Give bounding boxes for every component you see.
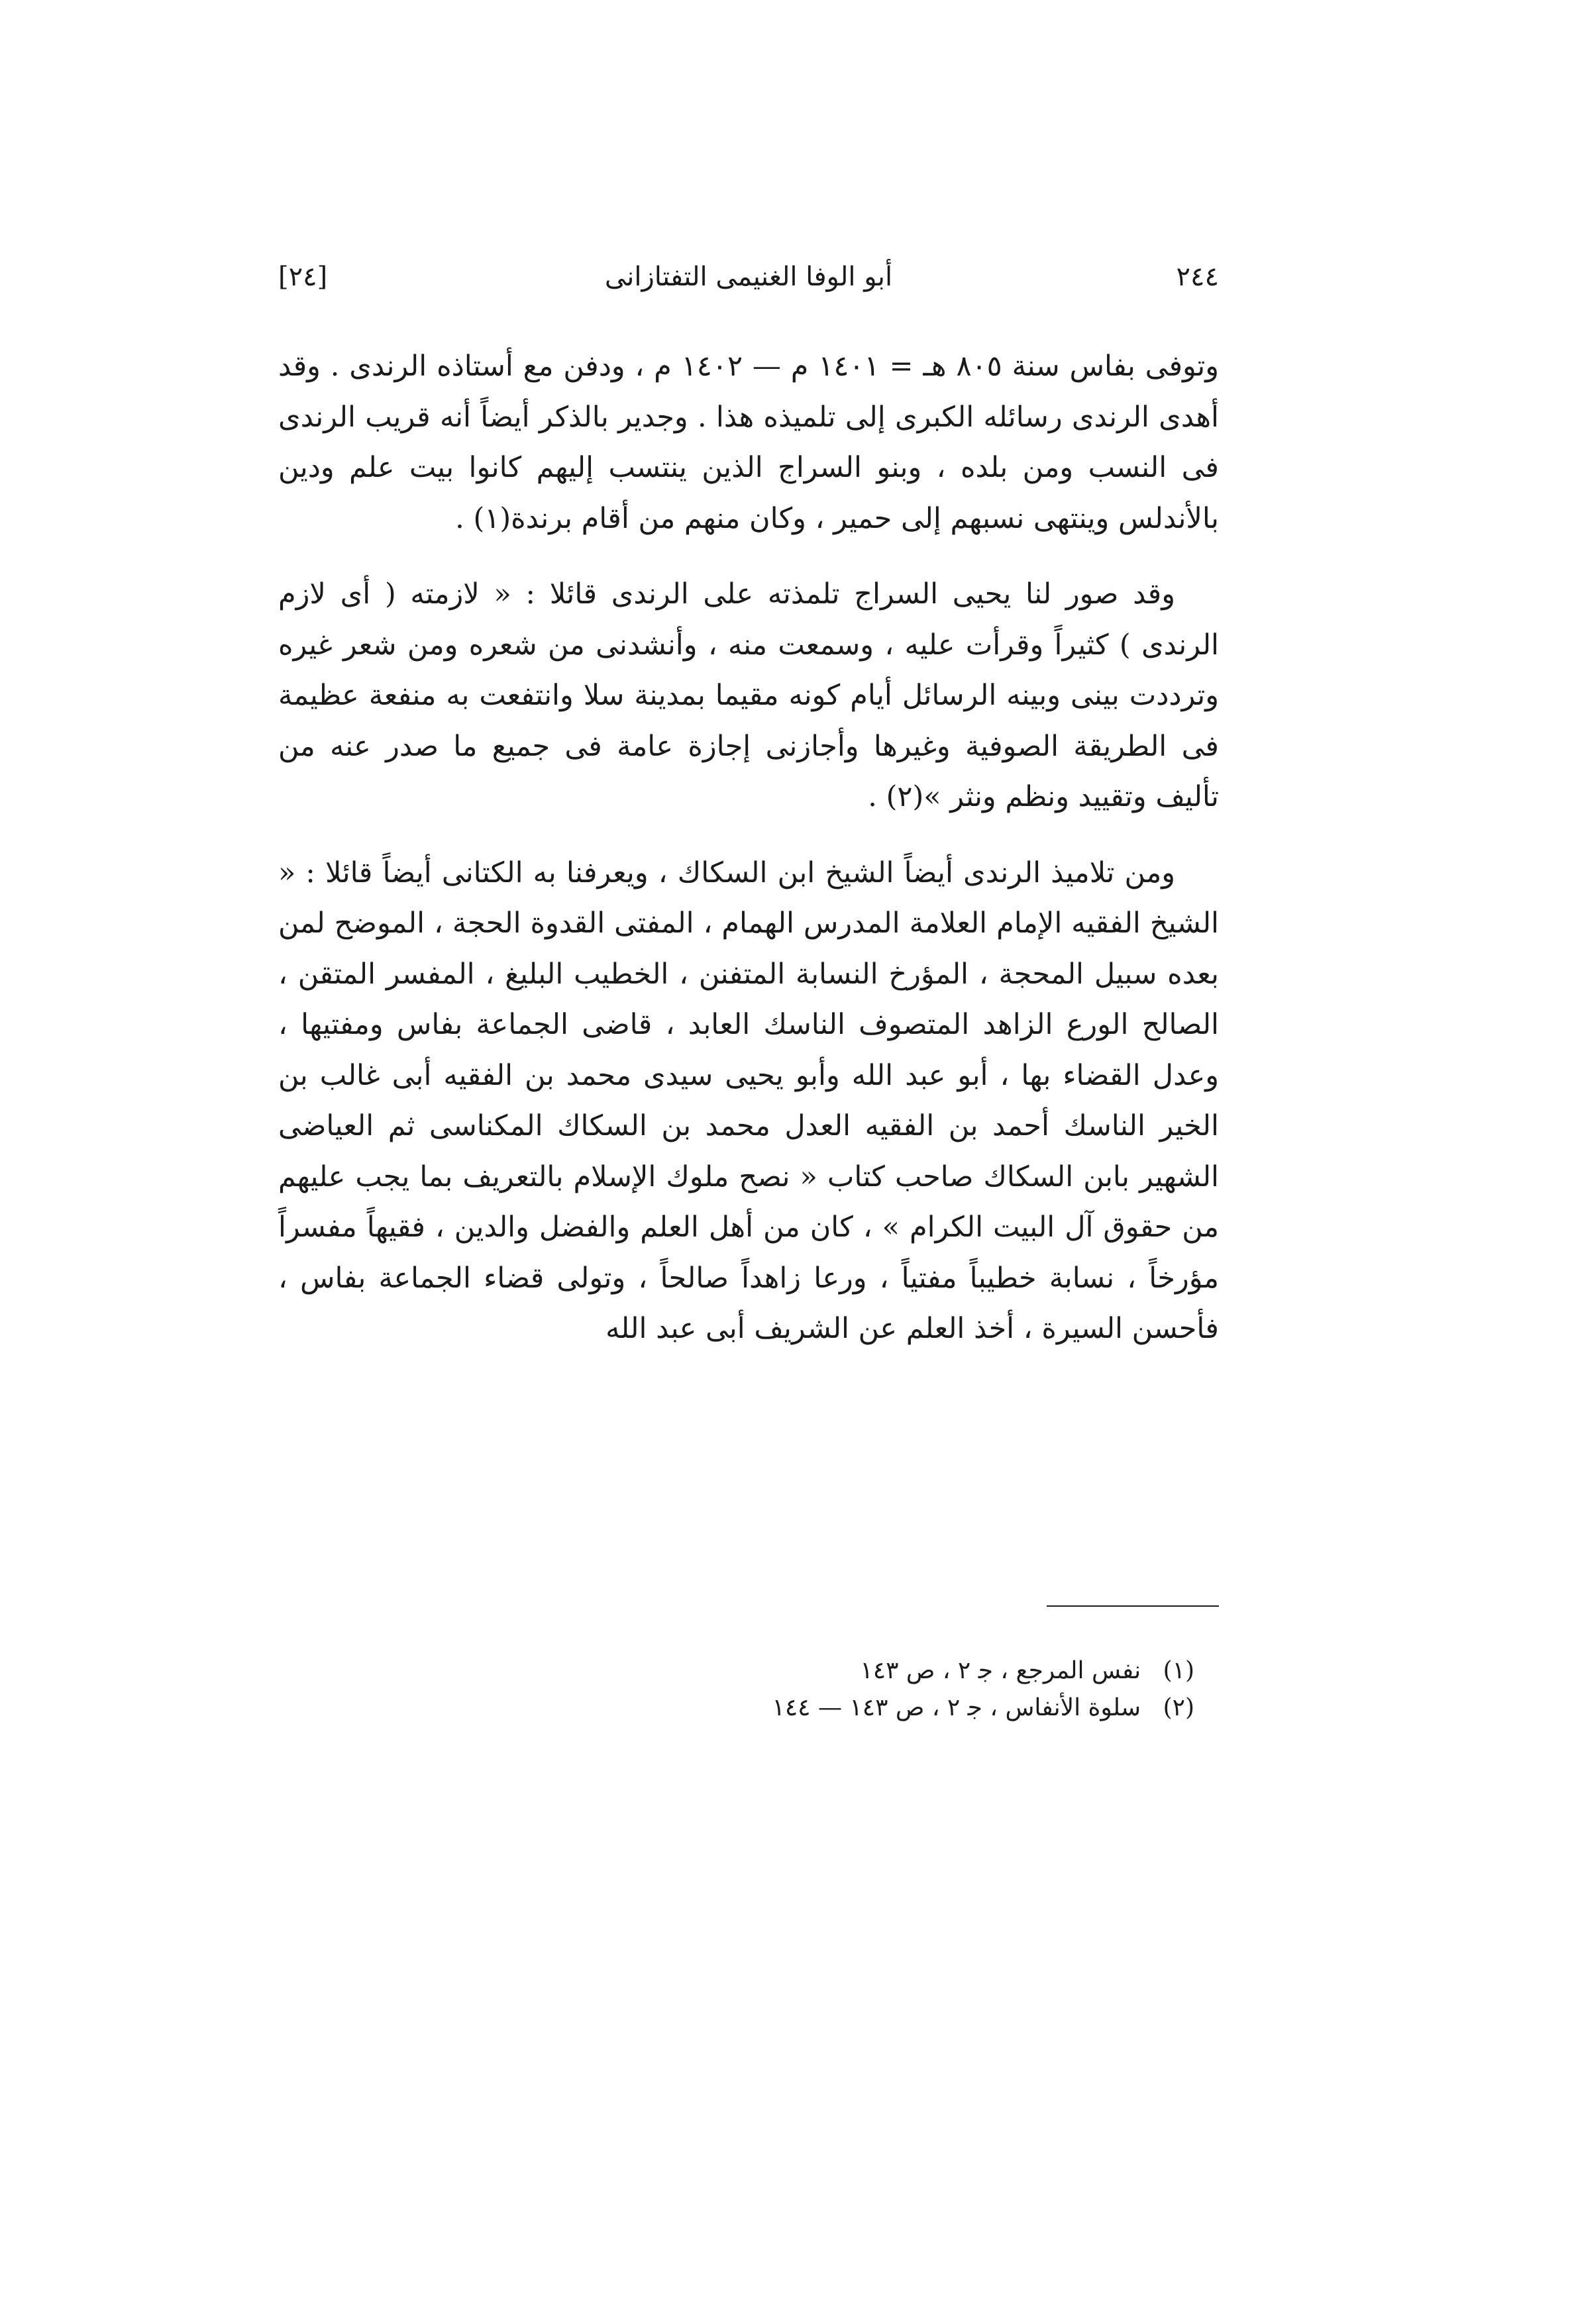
paragraph-1: وتوفى بفاس سنة ٨٠٥ هـ = ١٤٠١ م — ١٤٠٢ م ، ودفن مع أستاذه الرندى . وقد أهدى الرندى رسائله الكبرى إلى تلميذه هذا . وجدير بالذكر أيضاً أنه قريب الرندى فى النسب ومن بلده ، وبنو السراج الذين ينتسب إليهم كانوا بيت علم ودين بالأندلس وينتهى نسبهم إلى حمير ، وكان منهم من أقام برندة(١) . bbox=[278, 350, 1219, 535]
page-header bbox=[278, 262, 1219, 308]
footnote-text: سلوة الأنفاس ، ﺟ ٢ ، ص ١٤٣ — ١٤٤ bbox=[772, 1694, 1141, 1721]
footnote-text: نفس المرجع ، ﺟ ٢ ، ص ١٤٣ bbox=[860, 1657, 1141, 1684]
paragraph-2: وقد صور لنا يحيى السراج تلمذته على الرندى قائلا : « لازمته ( أى لازم الرندى ) كثيراً وقرأت عليه ، وسمعت منه ، وأنشدنى من شعره ومن شعر غيره وترددت بينى وبينه الرسائل أيام كونه مقيما بمدينة سلا وانتفعت به منفعة عظيمة فى الطريقة الصوفية وغيرها وأجازنى إجازة عامة فى جميع ما صدر عنه من تأليف وتقييد ونظم ونثر »(٢) . bbox=[278, 578, 1219, 813]
paragraph-3: ومن تلاميذ الرندى أيضاً الشيخ ابن السكاك ، ويعرفنا به الكتانى أيضاً قائلا : « الشيخ الفقيه الإمام العلامة المدرس الهمام ، المفتى القدوة الحجة ، الموضح لمن بعده سبيل المحجة ، المؤرخ النسابة المتفنن ، الخطيب البليغ ، المفسر المتقن ، الصالح الورع الزاهد المتصوف الناسك العابد ، قاضى الجماعة بفاس ومفتيها ، وعدل القضاء بها ، أبو عبد الله وأبو يحيى سيدى محمد بن الفقيه أبى غالب بن الخير الناسك أحمد بن الفقيه العدل محمد بن السكاك المكناسى ثم العياضى الشهير بابن السكاك صاحب كتاب « نصح ملوك الإسلام بالتعريف بما يجب عليهم من حقوق آل البيت الكرام » ، كان من أهل العلم والفضل والدين ، فقيهاً مفسراً مؤرخاً ، نسابة خطيباً مفتياً ، ورعا زاهداً صالحاً ، وتولى قضاء الجماعة بفاس ، فأحسن السيرة ، أخذ العلم عن الشريف أبى عبد الله bbox=[278, 856, 1219, 1345]
footnote-1 bbox=[598, 1652, 1194, 1690]
footnote-number: (٢) bbox=[1163, 1694, 1194, 1721]
footnotes bbox=[598, 1652, 1194, 1727]
footnote-divider bbox=[1047, 1605, 1219, 1607]
running-title: أبو الوفا الغنيمى التفتازانى bbox=[604, 262, 893, 292]
footnote-number: (١) bbox=[1163, 1657, 1194, 1684]
page-number: ٢٤٤ bbox=[1176, 262, 1219, 292]
main-text bbox=[278, 341, 1219, 1354]
footnote-2 bbox=[598, 1690, 1194, 1727]
section-reference: [٢٤] bbox=[278, 262, 328, 292]
